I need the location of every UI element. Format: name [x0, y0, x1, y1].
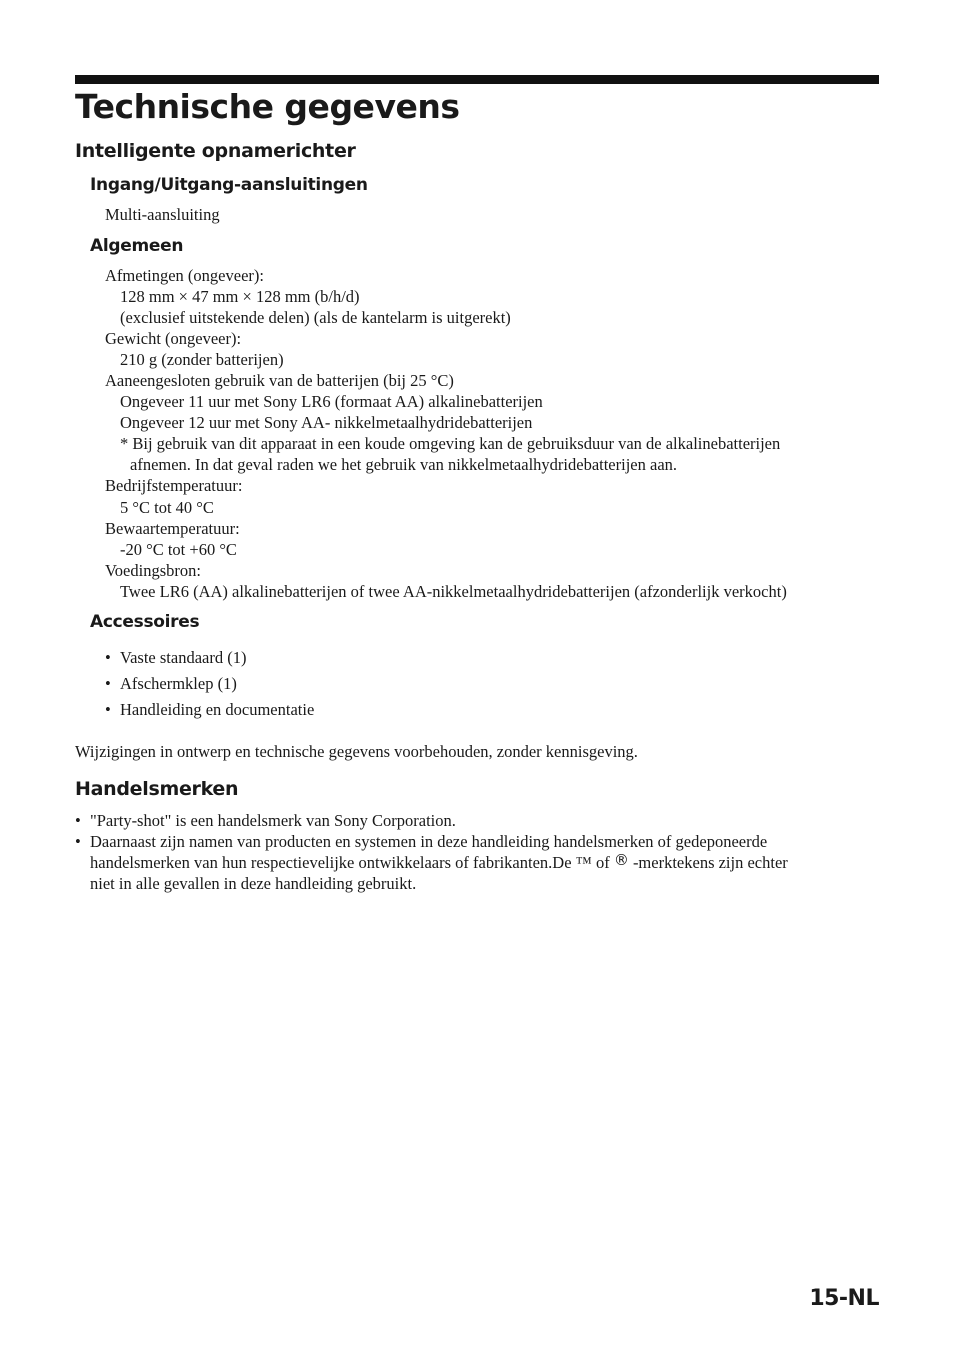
dimensions-note: (exclusief uitstekende delen) (als de kantelarm is uitgerekt): [120, 308, 511, 327]
trademark-text-b: -merktekens zijn echter: [632, 853, 788, 872]
op-temp-label: Bedrijfstemperatuur:: [105, 476, 243, 495]
weight-value: 210 g (zonder batterijen): [120, 350, 284, 369]
io-heading: Ingang/Uitgang-aansluitingen: [90, 175, 368, 195]
title-rule: [75, 75, 879, 84]
registered-mark: ®: [613, 851, 629, 869]
dimensions-label: Afmetingen (ongeveer):: [105, 266, 264, 285]
battery-note-line2: afnemen. In dat geval raden we het gebruik van nikkelmetaalhydridebatterijen aan.: [130, 455, 678, 474]
bullet-icon: •: [105, 700, 111, 719]
dimensions-value: 128 mm × 47 mm × 128 mm (b/h/d): [120, 287, 360, 306]
op-temp-value: 5 °C tot 40 °C: [120, 498, 214, 517]
accessories-heading: Accessoires: [90, 612, 200, 632]
bullet-icon: •: [105, 674, 111, 693]
bullet-icon: •: [105, 648, 111, 667]
weight-label: Gewicht (ongeveer):: [105, 329, 242, 348]
trademarks-heading: Handelsmerken: [75, 778, 239, 800]
trademark-item-line: [90, 852, 788, 874]
trademark-item-line: niet in alle gevallen in deze handleiding gebruikt.: [90, 874, 417, 893]
storage-temp-label: Bewaartemperatuur:: [105, 519, 240, 538]
power-label: Voedingsbron:: [105, 561, 201, 580]
io-value: Multi-aansluiting: [105, 205, 220, 224]
bullet-icon: •: [75, 811, 81, 830]
page-title: Technische gegevens: [75, 87, 460, 126]
page-number: 15-NL: [809, 1286, 879, 1311]
trademark-text-a: handelsmerken van hun respectievelijke ontwikkelaars of fabrikanten.De ™ of: [90, 853, 610, 872]
accessory-item: Vaste standaard (1): [120, 648, 247, 667]
power-value: Twee LR6 (AA) alkalinebatterijen of twee AA-nikkelmetaalhydridebatterijen (afzonderlijk verkocht): [120, 582, 787, 601]
storage-temp-value: -20 °C tot +60 °C: [120, 540, 237, 559]
battery-label: Aaneengesloten gebruik van de batterijen (bij 25 °C): [105, 371, 454, 390]
battery-note-line1: * Bij gebruik van dit apparaat in een koude omgeving kan de gebruiksduur van de alkalinebatterijen: [120, 434, 781, 453]
section-heading: Intelligente opnamerichter: [75, 140, 356, 162]
accessory-item: Handleiding en documentatie: [120, 700, 315, 719]
general-heading: Algemeen: [90, 236, 184, 256]
bullet-icon: •: [75, 832, 81, 851]
change-notice: Wijzigingen in ontwerp en technische gegevens voorbehouden, zonder kennisgeving.: [75, 742, 638, 761]
trademark-item-line: Daarnaast zijn namen van producten en systemen in deze handleiding handelsmerken of gedeponeerde: [90, 832, 768, 851]
trademark-item: "Party-shot" is een handelsmerk van Sony Corporation.: [90, 811, 456, 830]
accessory-item: Afschermklep (1): [120, 674, 237, 693]
battery-nimh: Ongeveer 12 uur met Sony AA- nikkelmetaalhydridebatterijen: [120, 413, 533, 432]
battery-lr6: Ongeveer 11 uur met Sony LR6 (formaat AA) alkalinebatterijen: [120, 392, 543, 411]
